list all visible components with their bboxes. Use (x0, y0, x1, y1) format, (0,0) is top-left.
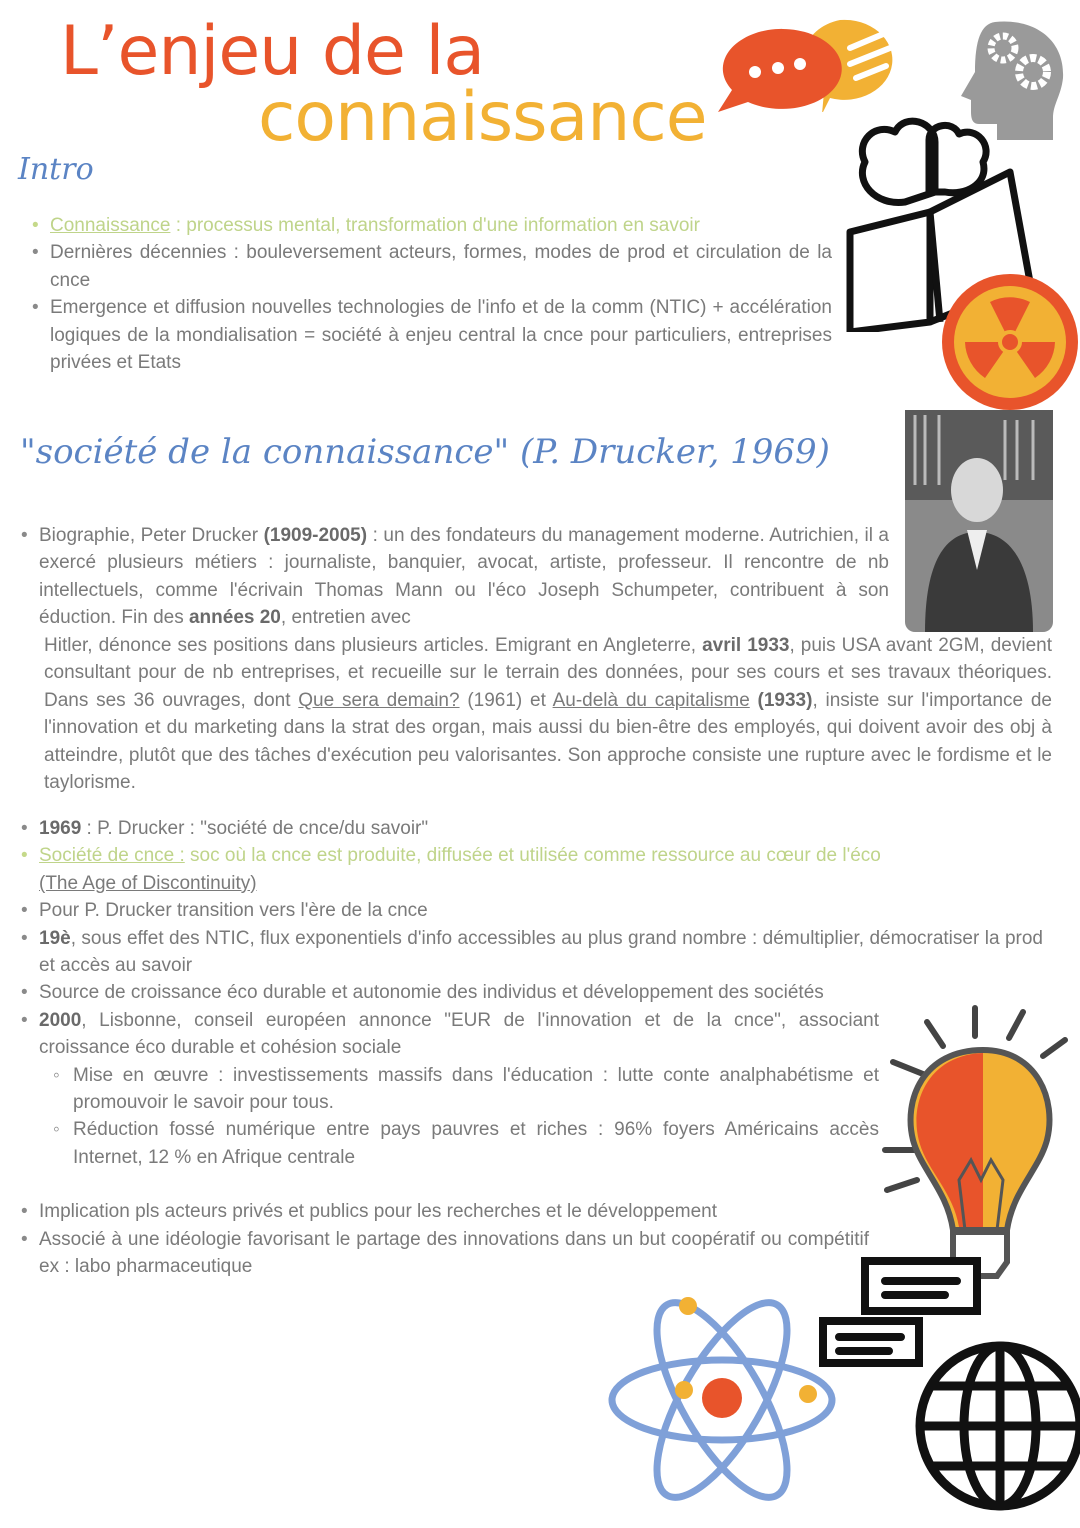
point-bold: 1969 (39, 818, 82, 839)
point: • Implication pls acteurs privés et publics pour les recherches et le développement (39, 1198, 879, 1225)
intro-list (50, 212, 832, 376)
intro-term: Connaissance (50, 215, 171, 236)
bio-text: , entretien avec (280, 607, 411, 629)
radiation-icon (935, 272, 1080, 412)
title-line2: connaissance (258, 78, 707, 157)
intro-item (50, 212, 832, 239)
point: • Source de croissance éco durable et autonomie des individus et développement des sociétés (39, 979, 879, 1006)
book-title: Au-delà du capitalisme (552, 689, 750, 711)
point-term: Société de cnce : (39, 845, 185, 867)
sub-point: ◦ Mise en œuvre : investissements massifs dans l'éducation : lutte conte analphabétisme et promouvoir le savoir pour tous. (73, 1062, 879, 1117)
drucker-photo (905, 410, 1053, 632)
bio-text: , puis USA avant 2GM, devient consultant pour de nb entreprises, et recueille sur le terrain des données, pour ses cours et ses travaux théoriques. Dans ses 36 ouvrages, dont (44, 635, 1052, 711)
chat-bubbles-icon (700, 12, 910, 112)
intro-item: • Emergence et diffusion nouvelles technologies de l'info et de la comm (NTIC) + accélération logiques de la mondialisation = société à enjeu central la cnce pour particuliers, entreprises privées et Etats (50, 294, 832, 376)
intro-heading: Intro (18, 152, 94, 187)
point-bold: 2000 (39, 1009, 82, 1031)
bio-part2 (44, 632, 1052, 796)
intro-def: : processus mental, transformation d'une information en savoir (170, 215, 700, 236)
bio-text: Biographie, Peter Drucker (39, 525, 264, 546)
bio-dates: (1909-2005) (263, 525, 368, 546)
point: • Pour P. Drucker transition vers l'ère de la cnce (39, 897, 1043, 924)
point-text: soc où la cnce est produite, diffusée et utilisée comme ressource au cœur de l'éco (184, 845, 881, 867)
book-title: Que sera demain? (298, 689, 460, 711)
point (39, 815, 1043, 842)
bio-text: , insiste sur l'importance de l'innovation et du marketing dans la strat des organ, mais aussi du bien-être des employés, qui doivent avoir des obj à atteindre, plutôt que des tâches d'exécution peu valorisantes. Son approche consiste une rupture avec le fordisme et le taylorisme. (44, 689, 1052, 794)
bio-bold: années 20 (188, 607, 281, 629)
drucker-heading: "société de la connaissance" (P. Drucker, 1969) (20, 432, 830, 472)
point (39, 842, 1043, 897)
bio-bold: (1933) (757, 689, 813, 711)
bio-bold: avril 1933 (702, 635, 790, 656)
book-title: (The Age of Discontinuity) (39, 872, 257, 894)
bio-text: (1961) et (459, 689, 553, 711)
title-line1: L’enjeu de la (60, 12, 485, 91)
point-bold: 19è (39, 927, 71, 949)
point (39, 925, 1043, 980)
bio-item (39, 522, 889, 632)
point (39, 1007, 879, 1171)
bio-part1 (39, 522, 889, 632)
globe-icon (900, 1338, 1080, 1513)
point-text: , sous effet des NTIC, flux exponentiels d'info accessibles au plus grand nombre : démultiplier, démocratiser la prod et accès au savoir (39, 927, 1043, 977)
point-text: : P. Drucker : "société de cnce/du savoir" (81, 818, 429, 839)
bio-text: Hitler, dénonce ses positions dans plusieurs articles. Emigrant en Angleterre, (44, 635, 703, 656)
atom-icon (600, 1290, 850, 1510)
point-text: , Lisbonne, conseil européen annonce "EUR de l'innovation et de la cnce", associant croissance éco durable et cohésion sociale (39, 1009, 879, 1059)
sub-point: ◦ Réduction fossé numérique entre pays pauvres et riches : 96% foyers Américains accès Internet, 12 % en Afrique centrale (73, 1116, 879, 1171)
bio-text: : un des fondateurs du management moderne. Autrichien, il a exercé plusieurs métiers : journaliste, banquier, avocat, artiste, professeur. Il rencontre de nb intellectuels, comme l'écrivain Thomas Mann ou l'éco Joseph Schumpeter, contribuent à son éduction. Fin des (39, 525, 889, 629)
intro-item: • Dernières décennies : bouleversement acteurs, formes, modes de prod et circulation de la cnce (50, 239, 832, 294)
point: • Associé à une idéologie favorisant le partage des innovations dans un but coopératif ou compétitif ex : labo pharmaceutique (39, 1226, 869, 1281)
